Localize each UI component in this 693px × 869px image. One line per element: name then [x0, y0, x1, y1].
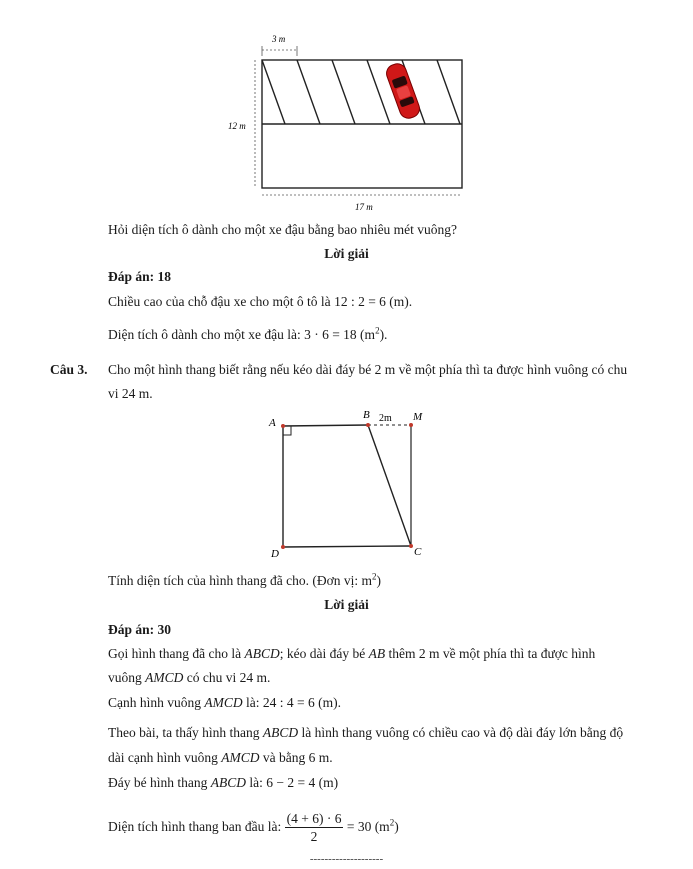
footer-divider: -------------------- [309, 853, 384, 865]
q3-s3l2-amcd: AMCD [221, 750, 260, 765]
q3-s1l2-amcd: AMCD [145, 670, 184, 685]
q2-step2 [108, 326, 387, 344]
q2-step2-math: 3 · 6 = 18 (m [304, 327, 376, 342]
q3-text-line1: Cho một hình thang biết rằng nếu kéo dài đáy bé 2 m về một phía thì ta được hình vuông có chu [108, 362, 628, 377]
height-label: 12 m [228, 121, 246, 131]
width-label: 3 m [272, 34, 286, 44]
point-c-label: C [414, 546, 422, 558]
q3-s3-a: Theo bài, ta thấy hình thang [108, 725, 263, 740]
q2-solution-heading: Lời giải [324, 246, 369, 261]
q3-s3-c: là hình thang vuông có chiều cao và độ dài đáy lớn bằng độ [298, 725, 624, 740]
q3-s3l2-a: dài cạnh hình vuông [108, 750, 222, 765]
trapezoid-figure [262, 405, 442, 565]
q3-step3 [108, 724, 623, 742]
q3-s1l2-c: có chu vi 24 m. [183, 670, 271, 685]
q3-text-line2: vi 24 m. [108, 386, 153, 401]
q3-s2-a: Cạnh hình vuông [108, 695, 205, 710]
q3-s5-end: ) [394, 819, 399, 834]
point-m-label: M [413, 411, 423, 423]
q2-step1-math: 12 : 2 = 6 (m). [334, 294, 413, 309]
q2-step2-sup: 2 [375, 325, 380, 336]
q3-s3l2-c: và bằng 6 m. [259, 750, 333, 765]
q3-s5-denominator: 2 [310, 829, 318, 845]
q3-s4-abcd: ABCD [210, 775, 246, 790]
q3-s1-ab: AB [368, 646, 386, 661]
q2-step1-text: Chiều cao của chỗ đậu xe cho một ô tô là [108, 294, 335, 309]
q3-s1-text-a: Gọi hình thang đã cho là [108, 646, 245, 661]
q3-s5-sup: 2 [389, 817, 395, 828]
q3-s2-c: là: 24 : 4 = 6 (m). [242, 695, 341, 710]
q2-step2-text: Diện tích ô dành cho một xe đậu là: [108, 327, 305, 342]
q3-task-end: ) [376, 573, 381, 588]
q3-s1-text-e: thêm 2 m về một phía thì ta được hình [385, 646, 596, 661]
q3-s5-c: = 30 (m [343, 819, 390, 834]
q3-label: Câu 3. [50, 362, 88, 377]
q3-task [108, 572, 381, 590]
q3-s1-abcd: ABCD [244, 646, 280, 661]
point-b-label: B [363, 409, 370, 421]
q3-s5-numerator: (4 + 6) · 6 [286, 811, 342, 827]
red-car-icon [384, 61, 422, 120]
bm-length-label: 2m [379, 413, 392, 424]
q3-answer: Đáp án: 30 [108, 622, 172, 637]
parking-figure [225, 28, 475, 218]
q3-step5 [108, 808, 399, 846]
q3-task-text: Tính diện tích của hình thang đã cho. (Đơn vị: m [108, 573, 372, 588]
q3-s3-abcd: ABCD [262, 725, 299, 740]
point-d-label: D [271, 548, 279, 560]
q3-s4-a: Đáy bé hình thang [108, 775, 211, 790]
q3-solution-heading: Lời giải [324, 597, 369, 612]
length-label: 17 m [355, 202, 373, 212]
q3-step1 [108, 645, 595, 663]
q3-task-sup: 2 [371, 571, 377, 582]
point-a-label: A [269, 417, 276, 429]
q3-s2-amcd: AMCD [204, 695, 243, 710]
q3-step1-line2 [108, 669, 270, 687]
q3-s4-c: là: 6 − 2 = 4 (m) [245, 775, 339, 790]
q3-step3-line2 [108, 749, 333, 767]
q2-step1 [108, 293, 412, 311]
q3-s5-fraction [285, 810, 344, 845]
q2-question: Hỏi diện tích ô dành cho một xe đậu bằng bao nhiêu mét vuông? [108, 222, 458, 237]
q2-answer: Đáp án: 18 [108, 269, 172, 284]
q3-s5-a: Diện tích hình thang ban đầu là: [108, 819, 285, 834]
q3-step2 [108, 694, 341, 712]
q3-step4 [108, 774, 338, 792]
q3-s1l2-a: vuông [108, 670, 146, 685]
q2-step2-end: ). [379, 327, 388, 342]
q3-s1-text-c: ; kéo dài đáy bé [279, 646, 369, 661]
